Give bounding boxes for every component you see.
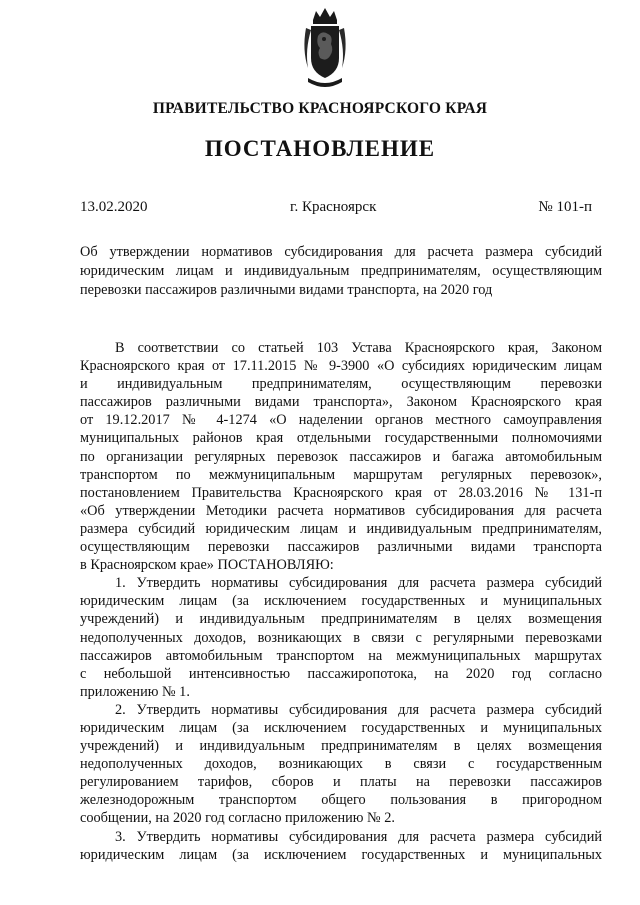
- body-line: юридическим лицам (за исключением государственных и муниципальных: [80, 593, 602, 610]
- body-line: муниципальных районов края отдельными государственными полномочиями: [80, 430, 602, 447]
- body-line: в Красноярском крае» ПОСТАНОВЛЯЮ:: [80, 557, 334, 574]
- body-line: пассажиров различными видами транспорта», Законом Красноярского края: [80, 394, 602, 411]
- body-line: осуществляющим перевозки пассажиров различными видами транспорта: [80, 539, 602, 556]
- body-line: от 19.12.2017 № 4-1274 «О наделении органов местного самоуправления: [80, 412, 602, 429]
- body-line: по организации регулярных перевозок пассажиров и багажа автомобильным: [80, 448, 602, 465]
- body-line: постановлением Правительства Красноярского края от 28.03.2016 № 131-п: [80, 484, 602, 501]
- document-meta: [80, 199, 592, 219]
- body-line: 3. Утвердить нормативы субсидирования для расчета размера субсидий: [115, 828, 602, 845]
- document-number: № 101-п: [538, 199, 592, 215]
- document-subject: [80, 243, 602, 300]
- body-line: регулированием тарифов, сборов и платы на перевозки пассажиров: [80, 774, 602, 791]
- coat-of-arms-icon: [300, 6, 350, 92]
- body-line: Красноярского края от 17.11.2015 № 9-3900 «О субсидиях юридическим лицам: [80, 358, 602, 375]
- body-line: размера субсидий юридическим лицам и индивидуальным предпринимателям,: [80, 520, 602, 537]
- subject-line: перевозки пассажиров различными видами транспорта, на 2020 год: [80, 282, 493, 298]
- body-line: недополученных доходов, возникающих в связи с государственным: [80, 756, 602, 773]
- body-line: В соответствии со статьей 103 Устава Красноярского края, Законом: [115, 340, 602, 356]
- body-line: недополученных доходов, возникающих в связи с регулярными перевозками: [80, 629, 602, 646]
- body-line: железнодорожным транспортом общего пользования в пригородном: [80, 792, 602, 809]
- body-line: транспортом по межмуниципальным маршрутам регулярных перевозок»,: [80, 466, 602, 483]
- subject-line: юридическим лицам и индивидуальным предпринимателям, осуществляющим: [80, 263, 602, 279]
- body-line: сообщении, на 2020 год согласно приложению № 2.: [80, 810, 395, 827]
- body-line: «Об утверждении Методики расчета нормативов субсидирования для расчета: [80, 502, 602, 519]
- body-line: юридическим лицам (за исключением государственных и муниципальных: [80, 846, 602, 863]
- body-line: юридическим лицам (за исключением государственных и муниципальных: [80, 719, 602, 736]
- government-title: ПРАВИТЕЛЬСТВО КРАСНОЯРСКОГО КРАЯ: [152, 100, 488, 117]
- body-line: пассажиров автомобильным транспортом на межмуниципальных маршрутах: [80, 647, 602, 664]
- body-line: учреждений) и индивидуальным предпринимателям в целях возмещения: [80, 611, 602, 628]
- body-line: учреждений) и индивидуальным предпринимателям в целях возмещения: [80, 738, 602, 755]
- body-line: 1. Утвердить нормативы субсидирования для расчета размера субсидий: [115, 575, 602, 592]
- body-line: приложению № 1.: [80, 683, 190, 700]
- body-line: и индивидуальным предпринимателям, осуществляющим перевозки: [80, 376, 602, 393]
- body-line: 2. Утвердить нормативы субсидирования для расчета размера субсидий: [115, 701, 602, 718]
- document-date: 13.02.2020: [80, 199, 148, 215]
- subject-line: Об утверждении нормативов субсидирования для расчета размера субсидий: [80, 244, 602, 260]
- body-line: с небольшой интенсивностью пассажиропотока, на 2020 год согласно: [80, 665, 602, 682]
- document-type-title: ПОСТАНОВЛЕНИЕ: [204, 136, 436, 161]
- document-body: [80, 339, 602, 864]
- document-city: г. Красноярск: [290, 199, 377, 215]
